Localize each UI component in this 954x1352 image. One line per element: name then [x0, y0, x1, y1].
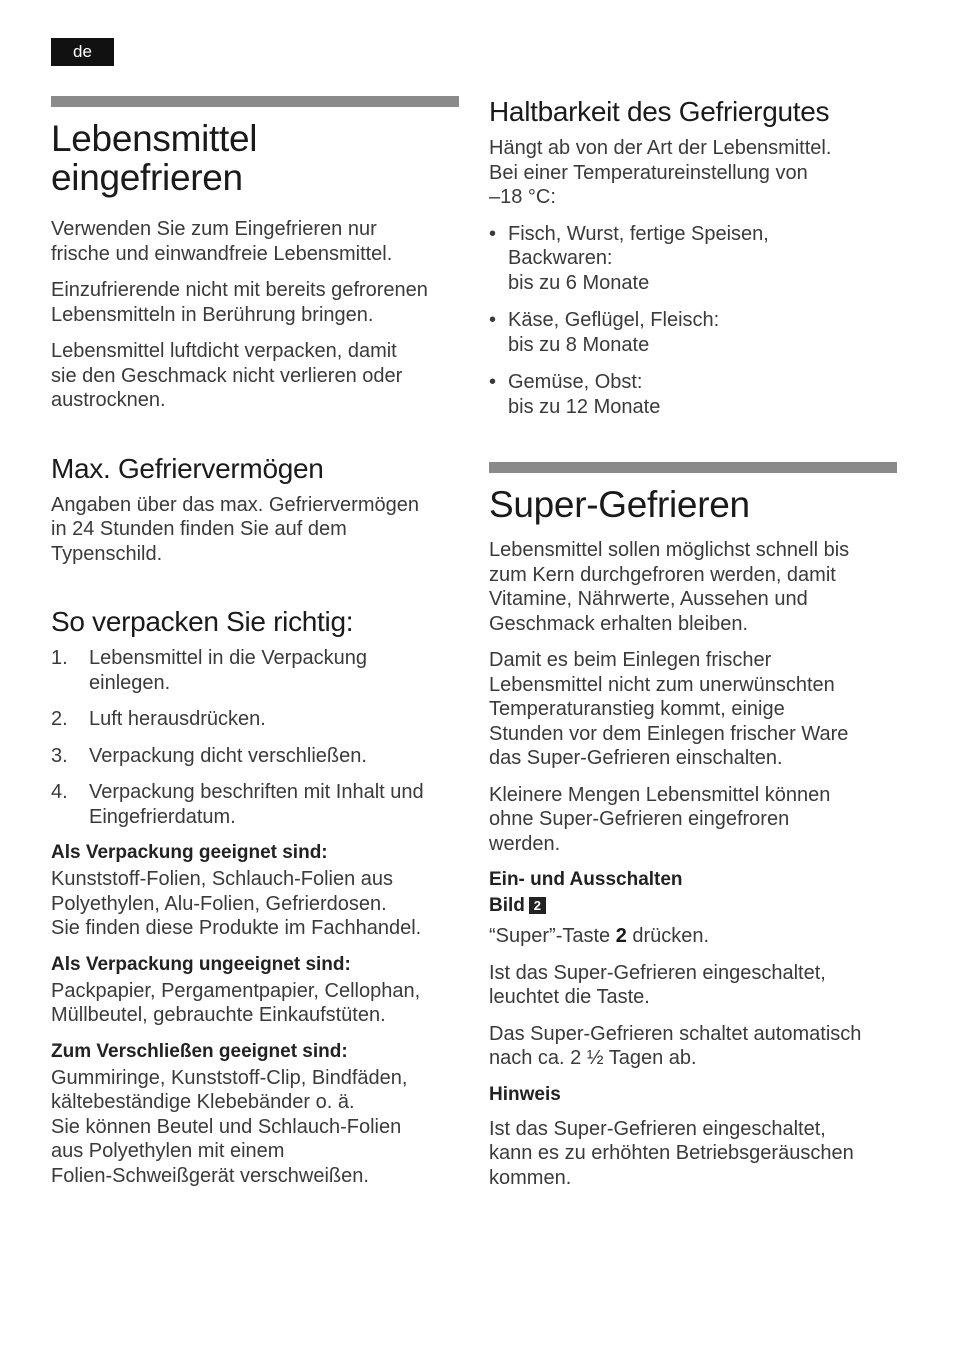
suitable-text: Kunststoff-Folien, Schlauch-Folien aus Polyethylen, Alu-Folien, Gefrierdosen. Sie finden diese Produkte im Fachhandel. [51, 868, 422, 939]
intro-paragraph: Einzufrierende nicht mit bereits gefrorenen Lebensmitteln in Berührung bringen. [51, 279, 428, 326]
list-item: 3. Verpackung dicht verschließen. [51, 744, 367, 767]
section-rule [489, 462, 897, 473]
figure-number-badge: 2 [529, 897, 546, 914]
closing-text: Gummiringe, Kunststoff-Clip, Bindfäden, kältebeständige Klebebänder o. ä. Sie können Beutel und Schlauch-Folien aus Polyethylen mit einem Folien-Schweißgerät verschweißen. [51, 1066, 408, 1187]
language-tag: de [51, 38, 114, 66]
list-item: 2. Luft herausdrücken. [51, 708, 266, 730]
key-number: 2 [615, 925, 627, 947]
section-title-freezing: Lebensmittel eingefrieren [51, 118, 258, 198]
figure-reference: Bild 2 [489, 894, 909, 918]
packing-steps [51, 646, 466, 829]
super-paragraph: Damit es beim Einlegen frischer Lebensmittel nicht zum unerwünschten Temperaturanstieg kommt, einige Stunden vor dem Einlegen frischer Ware das Super-Gefrieren einschalten. [489, 649, 849, 769]
on-off-paragraph: Das Super-Gefrieren schaltet automatisch nach ca. 2 ½ Tagen ab. [489, 1022, 862, 1069]
subheading-on-off: Ein- und Ausschalten [489, 869, 683, 890]
list-item: • Käse, Geflügel, Fleisch: bis zu 8 Monate [489, 309, 720, 356]
section-title-super-freeze: Super-Gefrieren [489, 484, 750, 525]
subheading-unsuitable: Als Verpackung ungeeignet sind: [51, 953, 351, 975]
on-off-paragraph: Ist das Super-Gefrieren eingeschaltet, leuchtet die Taste. [489, 961, 826, 1008]
list-item: 4. Verpackung beschriften mit Inhalt und Eingefrierdatum. [51, 781, 424, 828]
subheading-suitable: Als Verpackung geeignet sind: [51, 842, 328, 863]
shelf-life-list [489, 222, 909, 420]
intro-paragraph: Lebensmittel luftdicht verpacken, damit sie den Geschmack nicht verlieren oder austrocknen. [51, 340, 403, 411]
section-rule [51, 96, 459, 107]
subheading-note: Hinweis [489, 1083, 561, 1105]
super-paragraph: Lebensmittel sollen möglichst schnell bis zum Kern durchgefroren werden, damit Vitamine, Nährwerte, Aussehen und Geschmack erhalten bleiben. [489, 539, 850, 635]
list-item: • Gemüse, Obst: bis zu 12 Monate [489, 371, 661, 418]
max-capacity-text: Angaben über das max. Gefriervermögen in 24 Stunden finden Sie auf dem Typenschild. [51, 493, 419, 565]
press-instruction: “Super”-Taste 2 drücken. [489, 925, 710, 947]
shelf-life-intro: Hängt ab von der Art der Lebensmittel. Bei einer Temperatureinstellung von –18 °C: [489, 137, 832, 208]
list-item: 1. Lebensmittel in die Verpackung einlegen. [51, 647, 367, 694]
subheading-closing: Zum Verschließen geeignet sind: [51, 1040, 348, 1062]
list-item: • Fisch, Wurst, fertige Speisen, Backwaren: bis zu 6 Monate [489, 222, 769, 294]
note-text: Ist das Super-Gefrieren eingeschaltet, kann es zu erhöhten Betriebsgeräuschen kommen. [489, 1117, 854, 1189]
left-column [51, 96, 466, 1200]
super-paragraph: Kleinere Mengen Lebensmittel können ohne Super-Gefrieren eingefroren werden. [489, 783, 831, 855]
heading-max-capacity: Max. Gefriervermögen [51, 452, 324, 484]
intro-paragraph: Verwenden Sie zum Eingefrieren nur frische und einwandfreie Lebensmittel. [51, 218, 393, 265]
right-column [489, 96, 909, 1202]
heading-shelf-life: Haltbarkeit des Gefriergutes [489, 96, 830, 127]
unsuitable-text: Packpapier, Pergamentpapier, Cellophan, Müllbeutel, gebrauchte Einkaufstüten. [51, 979, 421, 1026]
heading-packing: So verpacken Sie richtig: [51, 606, 354, 637]
